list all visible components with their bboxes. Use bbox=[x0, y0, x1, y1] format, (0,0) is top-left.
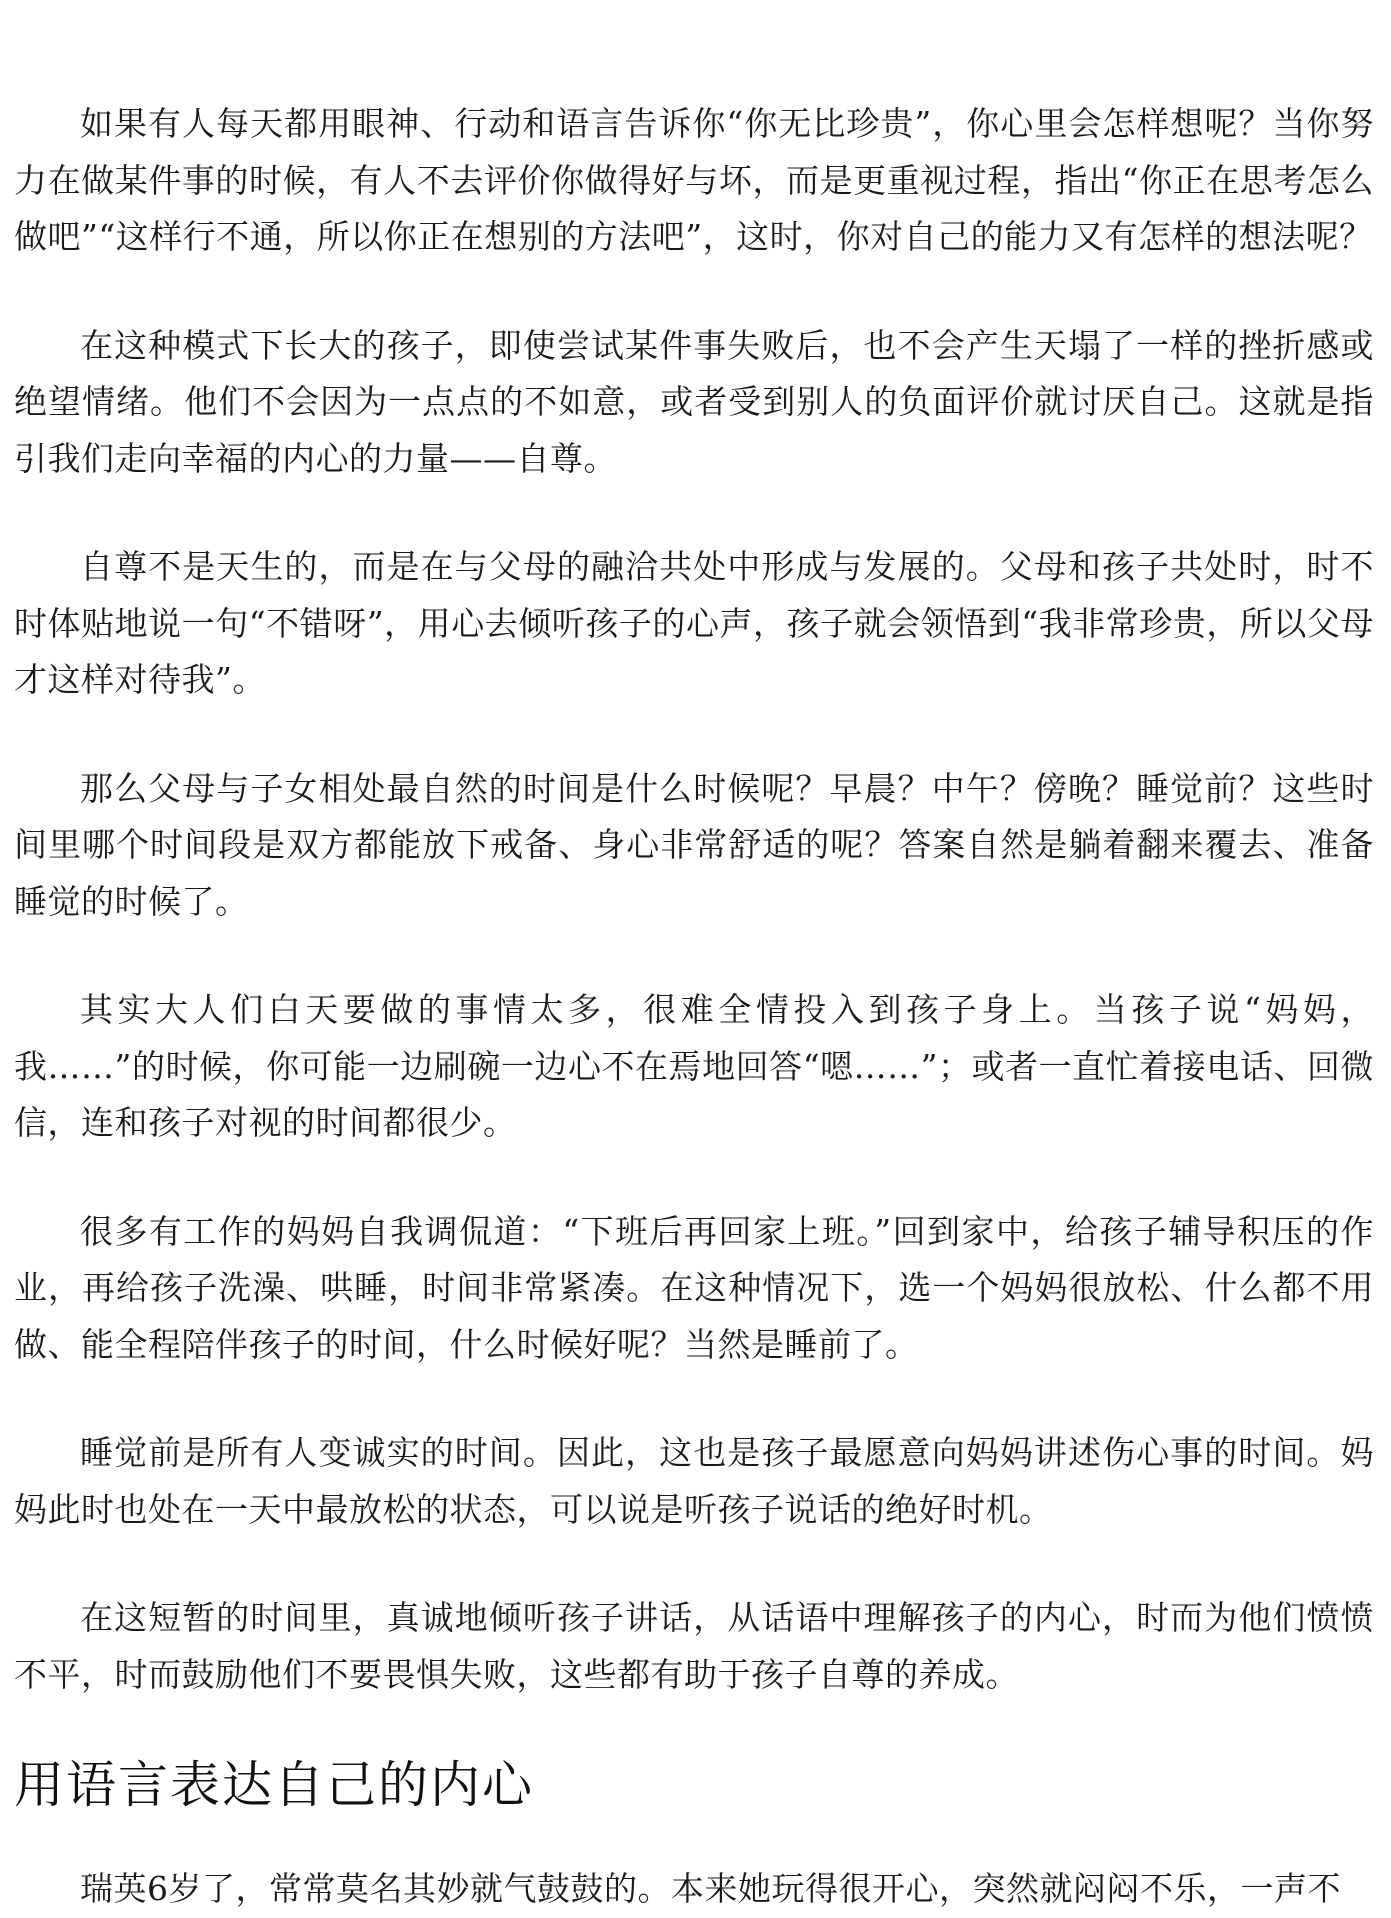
paragraph-4: 那么父母与子女相处最自然的时间是什么时候呢？早晨？中午？傍晚？睡觉前？这些时间里哪个时间段是双方都能放下戒备、身心非常舒适的呢？答案自然是躺着翻来覆去、准备睡觉的时候了。 bbox=[14, 768, 1374, 921]
paragraph-8: 在这短暂的时间里，真诚地倾听孩子讲话，从话语中理解孩子的内心，时而为他们愤愤不平，时而鼓励他们不要畏惧失败，这些都有助于孩子自尊的养成。 bbox=[14, 1598, 1374, 1694]
section-heading: 用语言表达自己的内心 bbox=[14, 1756, 534, 1814]
paragraph-2: 在这种模式下长大的孩子，即使尝试某件事失败后，也不会产生天塌了一样的挫折感或绝望情绪。他们不会因为一点点的不如意，或者受到别人的负面评价就讨厌自己。这就是指引我们走向幸福的内心的力量——自尊。 bbox=[14, 325, 1374, 478]
section-paragraph-1: 瑞英6岁了，常常莫名其妙就气鼓鼓的。本来她玩得很开心，突然就闷闷不乐，一声不 bbox=[80, 1869, 1341, 1908]
document-body bbox=[14, 96, 1374, 1918]
paragraph-5: 其实大人们白天要做的事情太多，很难全情投入到孩子身上。当孩子说“妈妈，我……”的时候，你可能一边刷碗一边心不在焉地回答“嗯……”；或者一直忙着接电话、回微信，连和孩子对视的时间都很少。 bbox=[14, 990, 1374, 1142]
paragraph-7: 睡觉前是所有人变诚实的时间。因此，这也是孩子最愿意向妈妈讲述伤心事的时间。妈妈此时也处在一天中最放松的状态，可以说是听孩子说话的绝好时机。 bbox=[14, 1433, 1374, 1529]
paragraph-1: 如果有人每天都用眼神、行动和语言告诉你“你无比珍贵”，你心里会怎样想呢？当你努力在做某件事的时候，有人不去评价你做得好与坏，而是更重视过程，指出“你正在思考怎么做吧”“这样行不通，所以你正在想别的方法吧”，这时，你对自己的能力又有怎样的想法呢？ bbox=[14, 104, 1374, 256]
paragraph-3: 自尊不是天生的，而是在与父母的融洽共处中形成与发展的。父母和孩子共处时，时不时体贴地说一句“不错呀”，用心去倾听孩子的心声，孩子就会领悟到“我非常珍贵，所以父母才这样对待我”。 bbox=[14, 547, 1374, 699]
paragraph-6: 很多有工作的妈妈自我调侃道：“下班后再回家上班。”回到家中，给孩子辅导积压的作业，再给孩子洗澡、哄睡，时间非常紧凑。在这种情况下，选一个妈妈很放松、什么都不用做、能全程陪伴孩子的时间，什么时候好呢？当然是睡前了。 bbox=[14, 1211, 1374, 1364]
